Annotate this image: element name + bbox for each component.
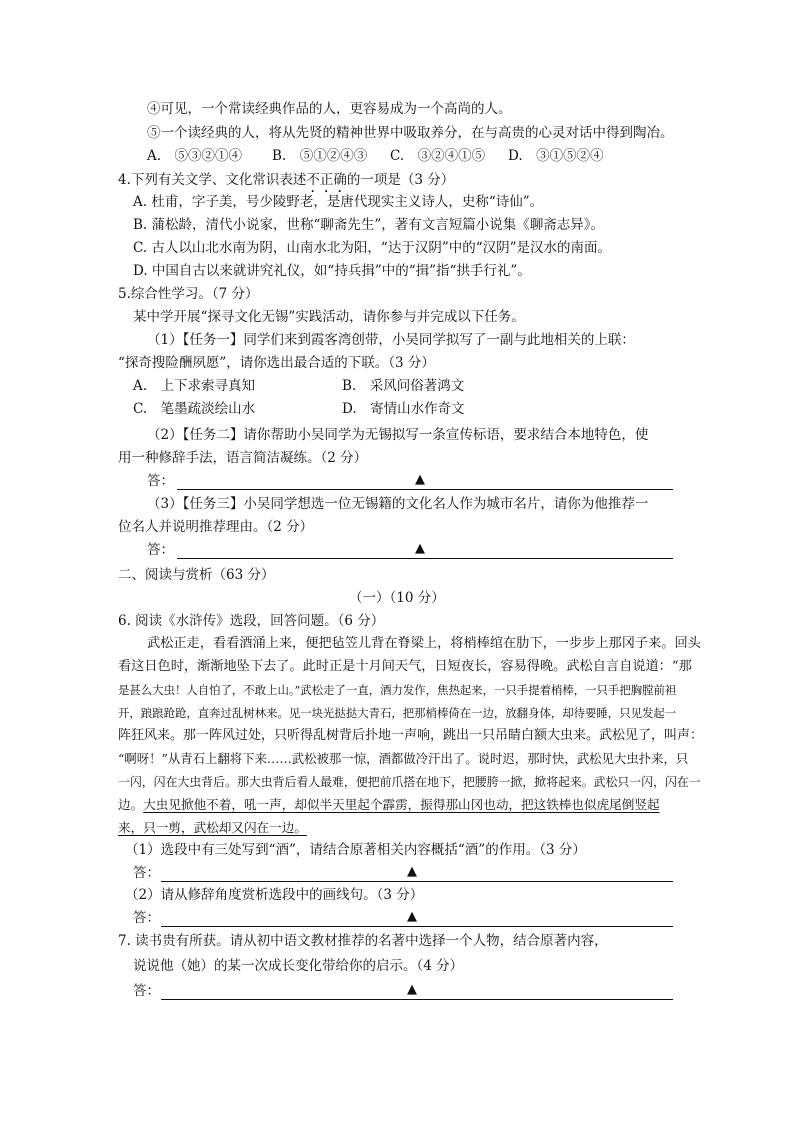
q6-passage-line — [118, 795, 660, 815]
q3-item-4: ④可见，一个常读经典作品的人，更容易成为一个高尚的人。 — [147, 101, 512, 117]
q5-task3-line2: 位名人并说明推荐理由。（2 分） — [118, 519, 314, 535]
q6-passage-line — [118, 818, 307, 838]
q4-choice-d: D. 中国自古以来就讲究礼仪，如“持兵揖”中的“揖”指“拱手行礼”。 — [133, 263, 531, 279]
q6-title: 6. 阅读《水浒传》选段，回答问题。（6 分） — [118, 613, 385, 629]
q6-underlined-sentence: 来，只一剪，武松却又闪在一边。 — [118, 820, 307, 835]
section2-title: 二、阅读与赏析（63 分） — [118, 567, 275, 583]
answer-label: 答： — [147, 473, 174, 489]
q5-task1-line2: “探奇搜险酬夙愿”，请你选出最合适的下联。（3 分） — [118, 355, 435, 371]
answer-line — [161, 926, 673, 927]
q4-stem-emphasis: 不正确 — [306, 172, 347, 188]
answer-label: 答： — [147, 542, 174, 558]
q6-passage-line: 一闪，闪在大虫背后。那大虫背后看人最难，便把前爪搭在地下，把腰胯一掀，掀将起来。武松只一闪，闪在一 — [118, 775, 701, 789]
answer-triangle-icon: ▲ — [407, 864, 417, 879]
answer-triangle-icon: ▲ — [407, 982, 417, 997]
answer-label: 答： — [133, 983, 160, 999]
q3-item-5: ⑤一个读经典的人，将从先贤的精神世界中吸取养分，在与高贵的心灵对话中得到陶冶。 — [147, 125, 674, 141]
q5-task3-answer[interactable] — [147, 540, 675, 560]
q6-underlined-sentence: 大虫见掀他不着，吼一声，却似半天里起个霹雳，振得那山冈也动，把这铁棒也似虎尾倒竖起 — [143, 797, 660, 812]
q3-option-b: B. ⑤①②④③ — [272, 148, 368, 164]
q4-stem-start: 4.下列有关文学、文化常识表述 — [118, 172, 307, 188]
q4-choice-c: C. 古人以山北水南为阴，山南水北为阳，“达于汉阴”中的“汉阴”是汉水的南面。 — [133, 240, 612, 256]
q4-choice-b: B. 蒲松龄，清代小说家，世称“聊斋先生”，著有文言短篇小说集《聊斋志异》。 — [133, 217, 605, 233]
answer-line — [177, 558, 673, 559]
q6-passage-line: 武松正走，看看酒涌上来，便把毡笠儿背在脊梁上，将梢棒绾在肋下，一步步上那冈子来。回头 — [147, 636, 701, 651]
section2-part1-heading: （一）（10 分） — [349, 590, 445, 606]
answer-line — [161, 881, 673, 882]
answer-triangle-icon: ▲ — [407, 909, 417, 924]
q6-sub1-answer[interactable] — [133, 863, 675, 883]
q6-sub2-answer[interactable] — [133, 908, 675, 928]
q6-passage-line: “啊呀！”从青石上翻将下来……武松被那一惊，酒都做冷汗出了。说时迟，那时快，武松见大虫扑来，只 — [118, 751, 689, 766]
q3-option-d: D. ③①⑤②④ — [508, 148, 604, 164]
answer-label: 答： — [133, 865, 160, 881]
q7-line1: 7. 读书贵有所获。请从初中语文教材推荐的名著中选择一个人物，结合原著内容， — [118, 933, 608, 949]
q5-task2-line1: （2）【任务二】请你帮助小吴同学为无锡拟写一条宣传标语，要求结合本地特色，使 — [147, 427, 649, 443]
answer-line — [177, 489, 673, 490]
q5-task1-line1: （1）【任务一】同学们来到霞客湾创带，小吴同学拟写了一副与此地相关的上联： — [147, 332, 635, 348]
q6-passage-line: 开，踉踉跄跄，直奔过乱树林来。见一块光挞挞大青石，把那梢棒倚在一边，放翻身体，却待要睡，只见发起一 — [118, 706, 677, 720]
answer-label: 答： — [133, 910, 160, 926]
answer-triangle-icon: ▲ — [415, 472, 425, 487]
q6-sub2: （2）请从修辞角度赏析选段中的画线句。（3 分） — [125, 887, 424, 903]
q3-option-a: A. ⑤③②①④ — [147, 148, 243, 164]
q5-task2-line2: 用一种修辞手法，语言简洁凝练。（2 分） — [118, 450, 368, 466]
q6-passage-plain: 边。 — [118, 797, 144, 812]
q5-task3-line1: （3）【任务三】小吴同学想选一位无锡籍的文化名人作为城市名片，请你为他推荐一 — [147, 496, 649, 512]
q6-passage-line: 看这日色时，渐渐地坠下去了。此时正是十月间天气，日短夜长，容易得晚。武松自言自说道：“那 — [118, 659, 692, 674]
q6-sub1: （1）选段中有三处写到“酒”，请结合原著相关内容概括“酒”的作用。（3 分） — [125, 842, 586, 858]
answer-line — [161, 999, 673, 1000]
q5-title: 5.综合性学习。（7 分） — [118, 286, 259, 302]
q5-option-a: A. 上下求索寻真知 — [133, 378, 256, 394]
answer-triangle-icon: ▲ — [415, 541, 425, 556]
q4-choice-a: A. 杜甫，字子美，号少陵野老，是唐代现实主义诗人，史称“诗仙”。 — [133, 194, 544, 210]
q5-task2-answer[interactable] — [147, 471, 675, 491]
q4-stem-end: 的一项是（3 分） — [346, 172, 455, 188]
q5-option-b: B. 采风问俗著鸿文 — [342, 378, 465, 394]
q7-line2: 说说他（她）的某一次成长变化带给你的启示。（4 分） — [133, 958, 464, 974]
q3-option-c: C. ③②④①⑤ — [390, 148, 486, 164]
q7-answer[interactable] — [133, 981, 675, 1001]
q5-option-d: D. 寄情山水作奇文 — [342, 401, 465, 417]
q6-passage-line: 是甚么大虫！人自怕了，不敢上山。”武松走了一直，酒力发作，焦热起来，一只手提着梢棒，一只手把胸膛前袒 — [118, 683, 677, 697]
q5-intro: 某中学开展“探寻文化无锡”实践活动，请你参与并完成以下任务。 — [133, 309, 525, 325]
q6-passage-line: 阵狂风来。那一阵风过处，只听得乱树背后扑地一声响，跳出一只吊睛白额大虫来。武松见了，叫声： — [118, 728, 704, 743]
q5-option-c: C. 笔墨疏淡绘山水 — [133, 401, 256, 417]
